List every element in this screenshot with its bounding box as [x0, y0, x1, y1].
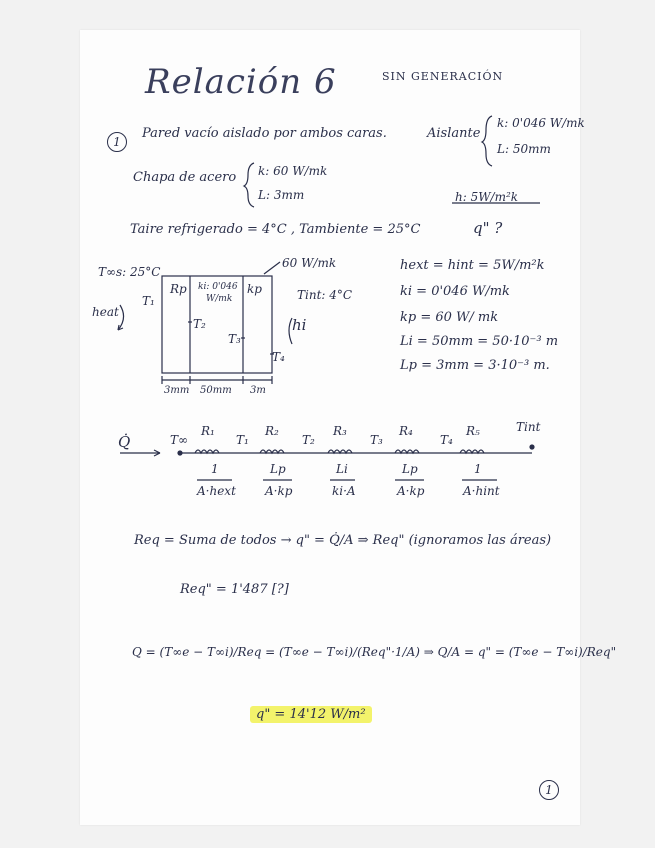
circuit-q: Q̇ — [118, 433, 131, 451]
aislante-brace — [482, 116, 492, 166]
ki-label: ki: 0'046 — [198, 282, 238, 292]
given-ki: ki = 0'046 W/mk — [400, 284, 510, 299]
circuit-resistor-4: R₄ — [399, 424, 413, 438]
top-k-label: 60 W/mk — [282, 256, 337, 270]
chapa-label: Chapa de acero — [133, 170, 237, 185]
chapa-k: k: 60 W/mk — [258, 164, 328, 178]
result-highlight: q" = 14'12 W/m² — [250, 706, 372, 723]
dim-left: 3mm — [164, 385, 190, 396]
problem-statement: Pared vacío aislado por ambos caras. — [142, 126, 387, 141]
circuit-resistor-3: R₃ — [333, 424, 347, 438]
circuit-num-3: Li — [336, 462, 348, 476]
chapa-L: L: 3mm — [258, 188, 305, 202]
heat-label: heat — [92, 305, 119, 319]
circuit-resistor-1: R₁ — [201, 424, 215, 438]
t-outside-label: T∞s: 25°C — [98, 265, 161, 279]
kp-label: kp — [247, 282, 262, 296]
given-lp: Lp = 3mm = 3·10⁻³ m. — [400, 358, 550, 373]
hi-bracket — [289, 318, 292, 344]
circuit-num-4: Lp — [402, 462, 418, 476]
top-k-pointer — [264, 262, 280, 274]
circuit-node-3: T₃ — [370, 433, 383, 447]
dim-right: 3m — [250, 385, 266, 396]
hi-label: hi — [292, 316, 307, 334]
aislante-label: Aislante — [427, 126, 481, 141]
question: q" ? — [473, 219, 503, 237]
circuit-node-4: T₄ — [440, 433, 453, 447]
circuit-node-5: Tint — [516, 420, 541, 434]
ki-unit: W/mk — [206, 294, 233, 304]
t1-label: T₁ — [142, 294, 155, 308]
circuit-node-2: T₂ — [302, 433, 315, 447]
circuit-den-4: A·kp — [397, 484, 425, 498]
circuit-den-2: A·kp — [265, 484, 293, 498]
circuit-resistor-2: R₂ — [265, 424, 279, 438]
page-title: Relación 6 — [145, 62, 337, 102]
dim-mid: 50mm — [200, 385, 232, 396]
chapa-brace — [244, 163, 254, 207]
t3-label: T₃ — [228, 332, 241, 346]
problem-number: 1 — [107, 132, 127, 152]
t-int-label: Tint: 4°C — [297, 288, 353, 302]
given-kp: kp = 60 W/ mk — [400, 310, 499, 325]
aislante-k: k: 0'046 W/mk — [497, 116, 585, 130]
circuit-num-1: 1 — [211, 462, 219, 476]
rp-label: Rp — [170, 282, 187, 296]
t4-label: T₄ — [272, 350, 285, 364]
circuit-node-dot-5 — [530, 445, 534, 449]
h-value: h: 5W/m²k — [455, 190, 519, 204]
req-line: Req = Suma de todos → q" = Q̇/A ⇒ Req" (ignoramos las áreas) — [134, 533, 552, 548]
circuit-num-5: 1 — [474, 462, 482, 476]
circuit-node-1: T₁ — [236, 433, 249, 447]
page-subtitle: SIN GENERACIÓN — [382, 70, 504, 83]
circuit-node-dot-0 — [178, 451, 182, 455]
circuit-den-3: ki·A — [332, 484, 356, 498]
circuit-num-2: Lp — [270, 462, 286, 476]
t2-label: T₂ — [193, 317, 206, 331]
circuit-den-5: A·hint — [463, 484, 500, 498]
aislante-L: L: 50mm — [497, 142, 551, 156]
circuit-node-0: T∞ — [170, 433, 188, 447]
page-number: 1 — [539, 780, 559, 800]
circuit-den-1: A·hext — [197, 484, 236, 498]
given-h: hext = hint = 5W/m²k — [400, 258, 545, 273]
wall-outline — [162, 276, 272, 373]
conditions: Taire refrigerado = 4°C , Tambiente = 25°C — [130, 222, 421, 237]
circuit-resistor-5: R₅ — [466, 424, 480, 438]
given-li: Li = 50mm = 50·10⁻³ m — [400, 334, 559, 349]
req-value: Req" = 1'487 [?] — [180, 582, 289, 597]
q-equation: Q = (T∞e − T∞i)/Req = (T∞e − T∞i)/(Req"·1/A) ⇒ Q/A = q" = (T∞e − T∞i)/Req" — [132, 645, 617, 659]
